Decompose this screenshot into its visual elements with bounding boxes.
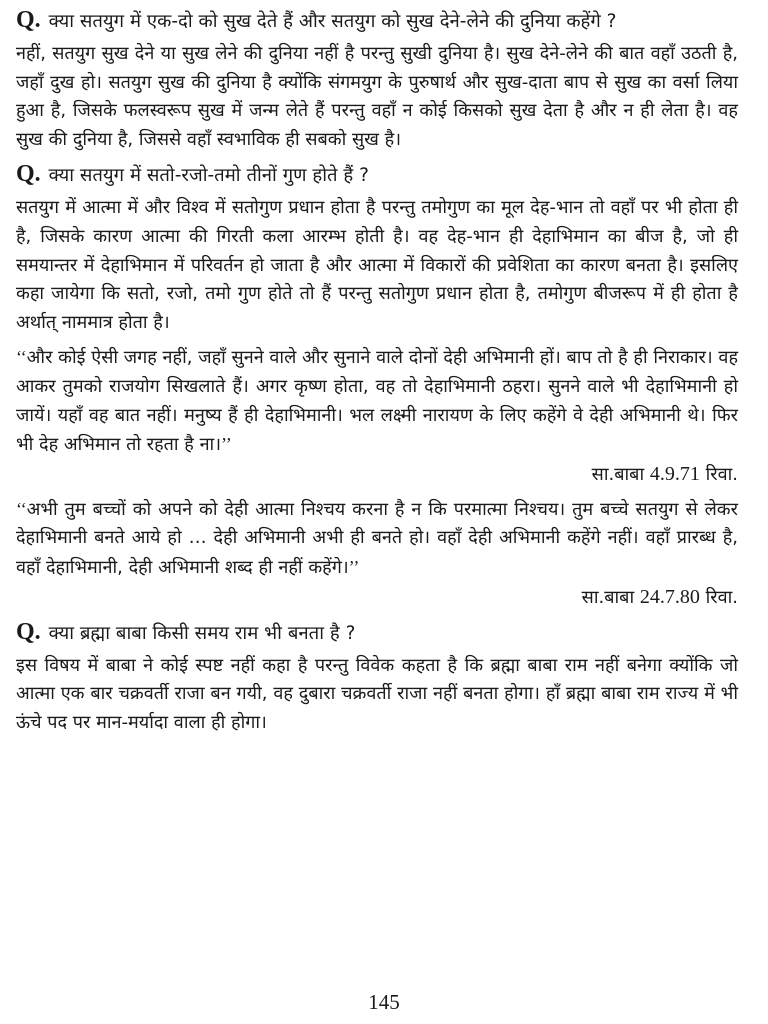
citation-source: सा.बाबा — [581, 586, 635, 608]
quote-citation — [16, 583, 738, 612]
question-heading — [16, 6, 738, 36]
question-marker: Q. — [16, 618, 41, 645]
question-text: क्या सतयुग में सतो-रजो-तमो तीनों गुण होते हैं ? — [48, 165, 369, 187]
answer-paragraph: नहीं, सतयुग सुख देने या सुख लेने की दुनिया नहीं है परन्तु सुखी दुनिया है। सुख देने-लेने की बात वहाँ उठती है, जहाँ दुख हो। सतयुग सुख की दुनिया है क्योंकि संगमयुग के पुरुषार्थ और सुख-दाता बाप से सुख का वर्सा लिया हुआ है, जिसके फलस्वरूप सुख में जन्म लेते हैं परन्तु वहाँ न कोई किसको सुख देता है और न ही लेता है। वह सुख की दुनिया है, जिससे वहाँ स्वभाविक ही सबको सुख है। — [16, 43, 738, 150]
citation-date: 4.9.71 — [649, 462, 700, 485]
question-text: क्या ब्रह्मा बाबा किसी समय राम भी बनता है ? — [48, 622, 356, 644]
quote-text: अभी तुम बच्चों को अपने को देही आत्मा निश्चय करना है न कि परमात्मा निश्चय। तुम बच्चे सतयुग से लेकर देहाभिमानी बनते आये हो … देही अभिमानी अभी ही बनते हो। वहाँ देही अभिमानी कहेंगे नहीं। वहाँ प्रारब्ध है, वहाँ देहाभिमानी, देही अभिमानी शब्द ही नहीं कहेंगे। — [16, 498, 738, 578]
page-number: 145 — [368, 990, 400, 1014]
citation-source: सा.बाबा — [591, 463, 645, 485]
quote-text: और कोई ऐसी जगह नहीं, जहाँ सुनने वाले और सुनाने वाले दोनों देही अभिमानी हों। बाप तो है ही निराकार। वह आकर तुमको राजयोग सिखलाते हैं। अगर कृष्ण होता, वह तो देहाभिमानी ठहरा। सुनने वाले भी देहाभिमानी हो जायें। यहाँ वह बात नहीं। मनुष्य हैं ही देहाभिमानी। भल लक्ष्मी नारायण के लिए कहेंगे वे देही अभिमानी थे। फिर भी देह अभिमान तो रहता है ना। — [16, 347, 738, 456]
answer-paragraph: सतयुग में आत्मा में और विश्व में सतोगुण प्रधान होता है परन्तु तमोगुण का मूल देह-भान तो वहाँ पर भी होता ही है, जिसके कारण आत्मा की गिरती कला आरम्भ होती है। वह देह-भान ही देहाभिमान का बीज है, जो ही समयान्तर में देहाभिमान में परिवर्तन हो जाता है और आत्मा में विकारों की प्रवेशिता का कारण बनता है। इसलिए कहा जायेगा कि सतो, रजो, तमो गुण होते तो हैं परन्तु सतोगुण प्रधान होता है, तमोगुण बीजरूप में ही होता है अर्थात् नाममात्र होता है। — [16, 197, 738, 333]
quote-block — [16, 343, 738, 459]
quote-open-mark: ‘‘ — [16, 498, 27, 519]
question-text: क्या सतयुग में एक-दो को सुख देते हैं और सतयुग को सुख देने-लेने की दुनिया कहेंगे ? — [48, 11, 617, 32]
quote-citation — [16, 460, 738, 489]
quote-close-mark: ’’ — [348, 556, 360, 577]
citation-date: 24.7.80 — [639, 585, 700, 608]
citation-day: रिवा. — [705, 586, 738, 608]
page-content — [16, 6, 738, 743]
question-heading — [16, 160, 738, 190]
quote-close-mark: ’’ — [221, 434, 232, 455]
question-heading — [16, 618, 738, 648]
quote-open-mark: ‘‘ — [16, 347, 27, 368]
answer-paragraph: इस विषय में बाबा ने कोई स्पष्ट नहीं कहा है परन्तु विवेक कहता है कि ब्रह्मा बाबा राम नहीं बनेगा क्योंकि जो आत्मा एक बार चक्रवर्ती राजा बन गयी, वह दुबारा चक्रवर्ती राजा नहीं बनता होगा। हाँ ब्रह्मा बाबा राम राज्य में भी ऊंचे पद पर मान-मर्यादा वाला ही होगा। — [16, 654, 738, 733]
citation-day: रिवा. — [705, 463, 738, 485]
quote-block — [16, 495, 738, 583]
question-marker: Q. — [16, 7, 41, 33]
question-marker: Q. — [16, 161, 41, 188]
